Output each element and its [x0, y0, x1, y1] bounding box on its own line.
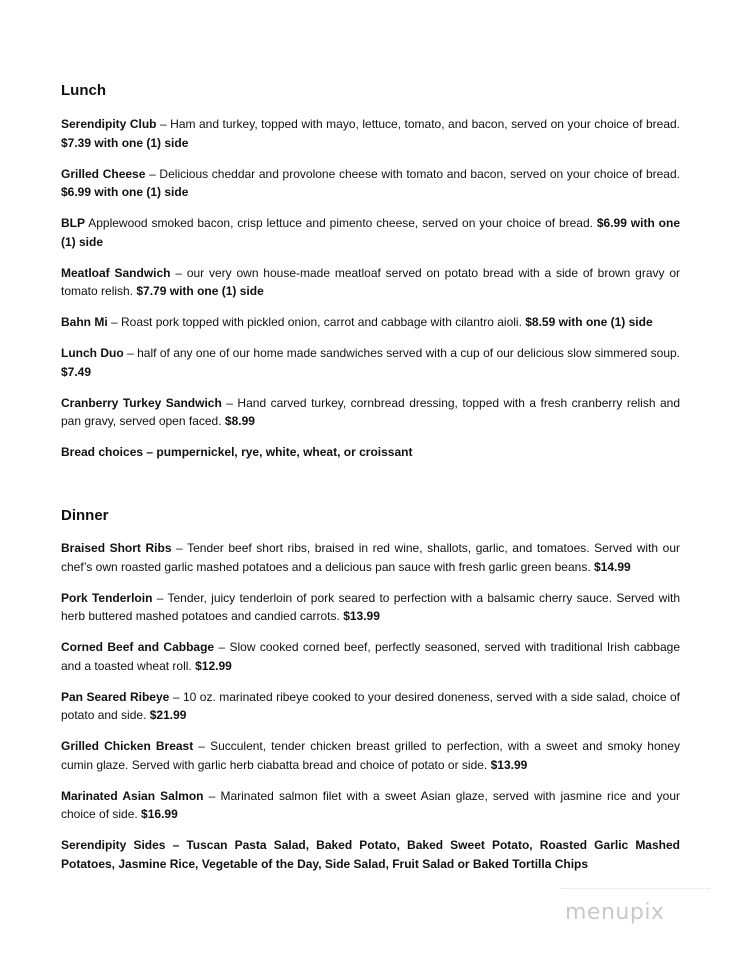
item-price: $12.99: [195, 658, 232, 673]
item-name: Bahn Mi: [61, 315, 108, 330]
item-description: – Delicious cheddar and provolone cheese with tomato and bacon, served on your choice of bread.: [145, 166, 680, 181]
item-price: $13.99: [490, 757, 528, 772]
menu-item: [61, 638, 680, 675]
dinner-heading: Dinner: [61, 507, 109, 524]
dinner-items: [61, 539, 680, 874]
item-name: BLP: [61, 216, 85, 231]
item-description: – Tender, juicy tenderloin of pork seared to perfection with a balsamic cherry sauce. Served with herb buttered mashed potatoes and candied carrots.: [61, 590, 680, 624]
item-description: – Hand carved turkey, cornbread dressing, topped with a fresh cranberry relish and pan gravy, served open faced.: [61, 395, 681, 429]
item-description: – Ham and turkey, topped with mayo, lettuce, tomato, and bacon, served on your choice of bread.: [156, 117, 681, 131]
menu-item: [61, 394, 680, 431]
item-description: – half of any one of our home made sandwiches served with a cup of our delicious slow simmered soup.: [123, 346, 680, 361]
item-description: – Roast pork topped with pickled onion, carrot and cabbage with cilantro aioli.: [107, 315, 526, 330]
menu-item: [61, 737, 680, 774]
item-description: – our very own house-made meatloaf served on potato bread with a side of brown gravy or tomato relish.: [61, 265, 681, 299]
item-description: – Succulent, tender chicken breast grilled to perfection, with a sweet and smoky honey cumin glaze. Served with garlic herb ciabatta bread and choice of potato or side.: [61, 739, 680, 772]
menu-item: [61, 539, 680, 576]
item-price: $7.39 with one (1) side: [61, 135, 189, 150]
item-price: $8.99: [224, 414, 255, 429]
menu-item: [61, 165, 680, 202]
item-name: Corned Beef and Cabbage: [61, 640, 215, 655]
menu-item: [61, 313, 680, 332]
item-description: – 10 oz. marinated ribeye cooked to your desired doneness, served with a side salad, choice of potato and side.: [61, 689, 681, 723]
item-description: – Slow cooked corned beef, perfectly seasoned, served with traditional Irish cabbage and a toasted wheat roll.: [61, 640, 680, 673]
menu-item: [61, 787, 680, 824]
item-name: Grilled Chicken Breast: [61, 739, 194, 754]
item-price: $6.99 with one (1) side: [61, 185, 189, 200]
item-price: $14.99: [593, 559, 631, 574]
item-name: Cranberry Turkey Sandwich: [61, 395, 222, 410]
item-price: $16.99: [141, 807, 178, 822]
item-price: $21.99: [149, 708, 187, 723]
menu-item: [61, 688, 680, 725]
item-description: Applewood smoked bacon, crisp lettuce and pimento cheese, served on your choice of bread.: [85, 216, 597, 231]
menu-item: [61, 115, 680, 152]
item-name: Lunch Duo: [61, 346, 124, 361]
item-price: $13.99: [343, 609, 380, 624]
item-name: Pork Tenderloin: [61, 590, 153, 605]
menu-item: [61, 264, 680, 301]
item-description: – Tender beef short ribs, braised in red wine, shallots, garlic, and tomatoes. Served with our chef’s own roasted garlic mashed potatoes and a delicious pan sauce with fresh garlic green beans.: [61, 541, 680, 574]
item-description: – Marinated salmon filet with a sweet Asian glaze, served with jasmine rice and your choice of side.: [61, 788, 680, 822]
item-price: $7.79 with one (1) side: [136, 284, 264, 299]
item-name: Serendipity Club: [61, 117, 157, 131]
item-name: Marinated Asian Salmon: [61, 788, 204, 803]
lunch-items: [61, 115, 680, 462]
item-name: Meatloaf Sandwich: [61, 265, 171, 280]
menu-item: [61, 214, 680, 251]
item-price: $8.59 with one (1) side: [525, 315, 653, 330]
menupix-watermark: menupix: [565, 900, 665, 925]
lunch-heading: Lunch: [61, 82, 106, 99]
item-price: $6.99 with one (1) side: [61, 216, 680, 249]
menu-item: [61, 344, 680, 381]
menu-item: [61, 589, 680, 626]
sides-note: Serendipity Sides – Tuscan Pasta Salad, Baked Potato, Baked Sweet Potato, Roasted Garlic Mashed Potatoes, Jasmine Rice, Vegetable of the Day, Side Salad, Fruit Salad or Baked Tortilla Chips: [61, 838, 680, 872]
watermark-divider: [560, 888, 710, 890]
bread-choices-note: Bread choices – pumpernickel, rye, white, wheat, or croissant: [61, 445, 413, 460]
item-name: Grilled Cheese: [61, 166, 146, 181]
item-name: Pan Seared Ribeye: [61, 689, 170, 704]
item-price: $7.49: [61, 364, 92, 379]
item-name: Braised Short Ribs: [61, 541, 172, 555]
